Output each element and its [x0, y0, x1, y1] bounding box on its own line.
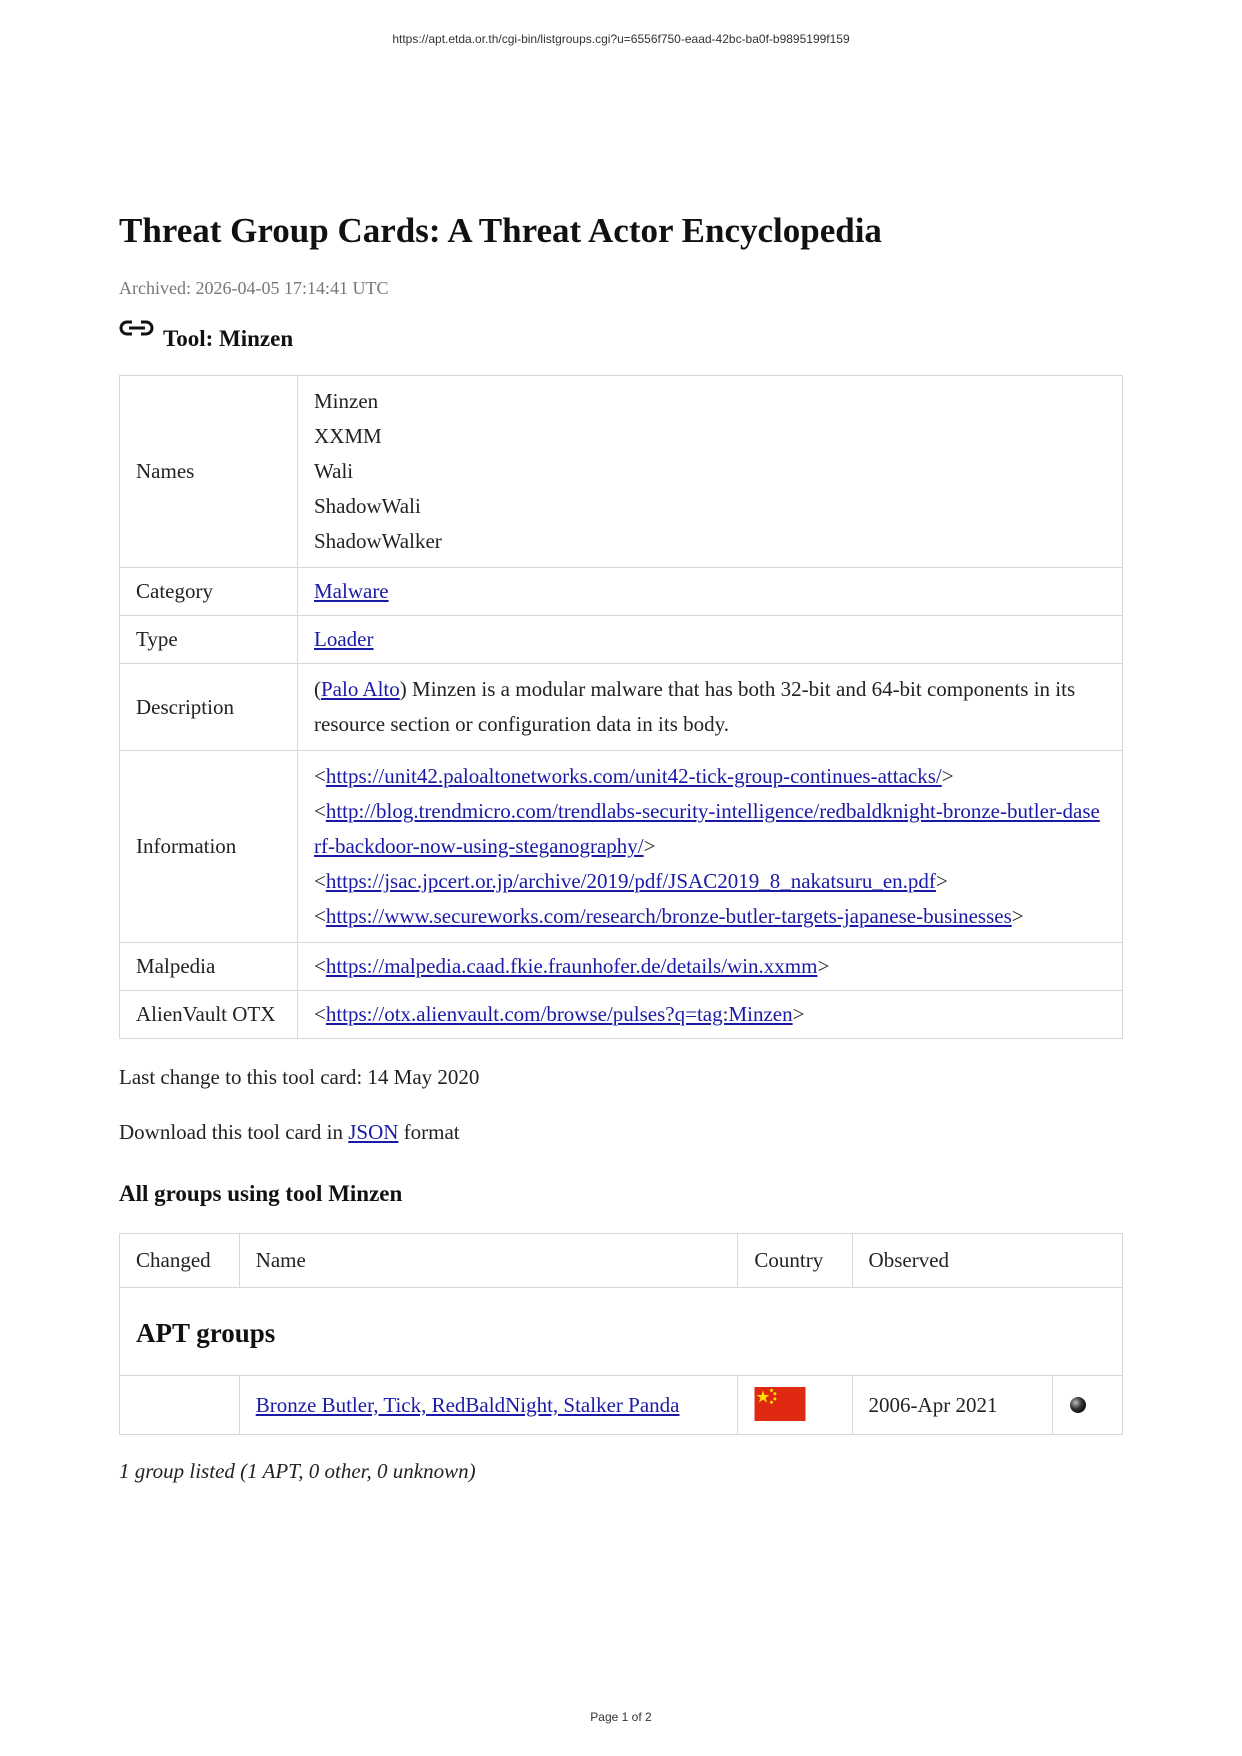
names-list	[298, 376, 1123, 568]
malpedia-link[interactable]: https://malpedia.caad.fkie.fraunhofer.de/details/win.xxmm	[325, 954, 818, 978]
description-value: (Palo Alto) Minzen is a modular malware that has both 32-bit and 64-bit components in its resource section or configuration data in its body.	[298, 664, 1123, 751]
archived-timestamp: Archived: 2026-04-05 17:14:41 UTC	[119, 278, 389, 298]
type-value	[298, 616, 1123, 664]
type-label: Type	[120, 616, 298, 664]
main-content	[119, 210, 1123, 1484]
information-label: Information	[120, 751, 298, 943]
malpedia-value: <https://malpedia.caad.fkie.fraunhofer.de/details/win.xxmm>	[298, 943, 1123, 991]
tool-heading-text: Tool: Minzen	[163, 326, 294, 351]
last-change: Last change to this tool card: 14 May 2020	[119, 1065, 480, 1089]
header-name: Name	[239, 1234, 738, 1288]
information-link[interactable]: https://jsac.jpcert.or.jp/archive/2019/pdf/JSAC2019_8_nakatsuru_en.pdf	[325, 869, 936, 893]
information-links: <https://unit42.paloaltonetworks.com/unit42-tick-group-continues-attacks/> <http://blog.trendmicro.com/trendlabs-security-intelligence/redbaldknight-bronze-butler-daserf-backdoor-now-using-steganography/> <https://jsac.jpcert.or.jp/archive/2019/pdf/JSAC2019_8_nakatsuru_en.pdf> <https://www.secureworks.com/research/bronze-butler-targets-japanese-businesses>	[298, 751, 1123, 943]
tool-info-table	[119, 375, 1123, 1039]
header-country: Country	[738, 1234, 852, 1288]
status-dot-icon	[1069, 1396, 1087, 1414]
category-value	[298, 568, 1123, 616]
name-item: ShadowWali	[314, 494, 421, 518]
groups-table	[119, 1233, 1123, 1435]
names-row	[120, 376, 1123, 568]
header-changed: Changed	[120, 1234, 240, 1288]
description-label: Description	[120, 664, 298, 751]
name-item: Wali	[314, 459, 354, 483]
category-label: Category	[120, 568, 298, 616]
china-flag-icon	[754, 1387, 806, 1421]
type-row	[120, 616, 1123, 664]
otx-value: <https://otx.alienvault.com/browse/pulses?q=tag:Minzen>	[298, 991, 1123, 1039]
information-link[interactable]: https://unit42.paloaltonetworks.com/unit42-tick-group-continues-attacks/	[325, 764, 942, 788]
download-line	[119, 1120, 1123, 1145]
row-status	[1053, 1376, 1123, 1435]
apt-section-title: APT groups	[120, 1288, 1123, 1376]
groups-heading: All groups using tool Minzen	[119, 1181, 403, 1206]
row-changed	[120, 1376, 240, 1435]
group-count-summary: 1 group listed (1 APT, 0 other, 0 unknown)	[119, 1459, 476, 1483]
description-source-link[interactable]: Palo Alto	[321, 677, 400, 701]
page-url: https://apt.etda.or.th/cgi-bin/listgroups.cgi?u=6556f750-eaad-42bc-ba0f-b9895199f159	[392, 32, 850, 46]
link-icon	[119, 318, 155, 340]
information-link[interactable]: https://www.secureworks.com/research/bronze-butler-targets-japanese-businesses	[325, 904, 1012, 928]
name-item: ShadowWalker	[314, 529, 442, 553]
malpedia-row	[120, 943, 1123, 991]
otx-link[interactable]: https://otx.alienvault.com/browse/pulses?q=tag:Minzen	[325, 1002, 793, 1026]
category-row	[120, 568, 1123, 616]
description-row	[120, 664, 1123, 751]
download-prefix: Download this tool card in	[119, 1120, 349, 1144]
malpedia-label: Malpedia	[120, 943, 298, 991]
name-item: XXMM	[314, 424, 382, 448]
group-link[interactable]: Bronze Butler, Tick, RedBaldNight, Stalker Panda	[255, 1392, 680, 1417]
category-link[interactable]: Malware	[314, 579, 389, 603]
json-download-link[interactable]: JSON	[348, 1120, 399, 1144]
information-row	[120, 751, 1123, 943]
row-country	[738, 1376, 852, 1435]
header-observed: Observed	[852, 1234, 1122, 1288]
row-observed: 2006-Apr 2021	[852, 1376, 1053, 1435]
row-name	[239, 1376, 738, 1435]
table-row	[120, 1376, 1123, 1435]
name-item: Minzen	[314, 389, 379, 413]
description-text: Minzen is a modular malware that has both 32-bit and 64-bit components in its resource section or configuration data in its body.	[314, 677, 1076, 736]
apt-section-row	[120, 1288, 1123, 1376]
otx-row	[120, 991, 1123, 1039]
tool-heading	[119, 326, 1123, 352]
page-number: Page 1 of 2	[590, 1710, 652, 1724]
information-link[interactable]: http://blog.trendmicro.com/trendlabs-security-intelligence/redbaldknight-bronze-butler-daserf-backdoor-now-using-steganography/	[314, 799, 1100, 858]
download-suffix: format	[398, 1120, 460, 1144]
groups-header-row	[120, 1234, 1123, 1288]
type-link[interactable]: Loader	[314, 627, 374, 651]
otx-label: AlienVault OTX	[120, 991, 298, 1039]
page-title: Threat Group Cards: A Threat Actor Encyclopedia	[119, 211, 882, 250]
names-label: Names	[120, 376, 298, 568]
